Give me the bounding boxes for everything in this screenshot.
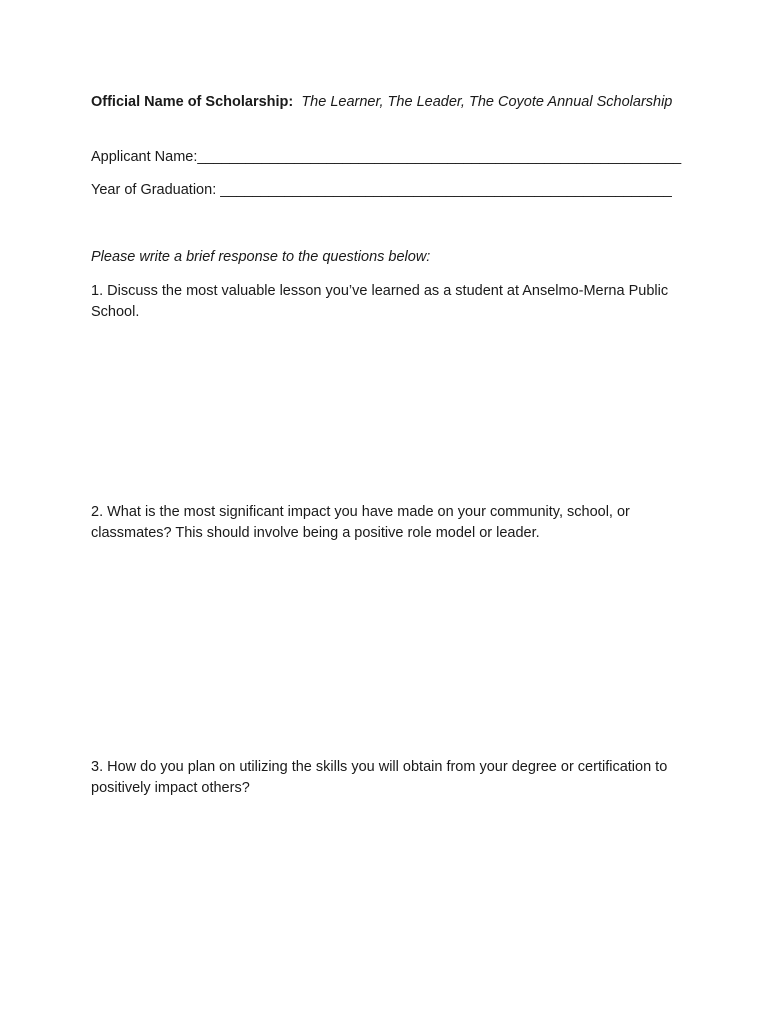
- question-2: 2. What is the most significant impact you have made on your community, school, or classmates? This should involve being a positive role model or leader.: [91, 504, 630, 541]
- graduation-year-label: Year of Graduation:: [91, 182, 221, 198]
- applicant-name-label: Applicant Name:: [91, 149, 198, 165]
- question-3: 3. How do you plan on utilizing the skills you will obtain from your degree or certification to positively impact others?: [91, 759, 668, 796]
- scholarship-title: [91, 92, 691, 113]
- question-1: 1. Discuss the most valuable lesson you’ve learned as a student at Anselmo-Merna Public School.: [91, 283, 669, 320]
- applicant-name-field[interactable]: [91, 147, 691, 168]
- instructions-text: Please write a brief response to the questions below:: [91, 249, 431, 265]
- scholarship-title-label: Official Name of Scholarship:: [91, 94, 294, 110]
- graduation-year-field[interactable]: [91, 180, 691, 201]
- scholarship-title-value: The Learner, The Leader, The Coyote Annual Scholarship: [301, 94, 673, 110]
- graduation-year-blank[interactable]: ________________________________________________________: [220, 182, 672, 198]
- applicant-name-blank[interactable]: ____________________________________________________________: [197, 149, 682, 165]
